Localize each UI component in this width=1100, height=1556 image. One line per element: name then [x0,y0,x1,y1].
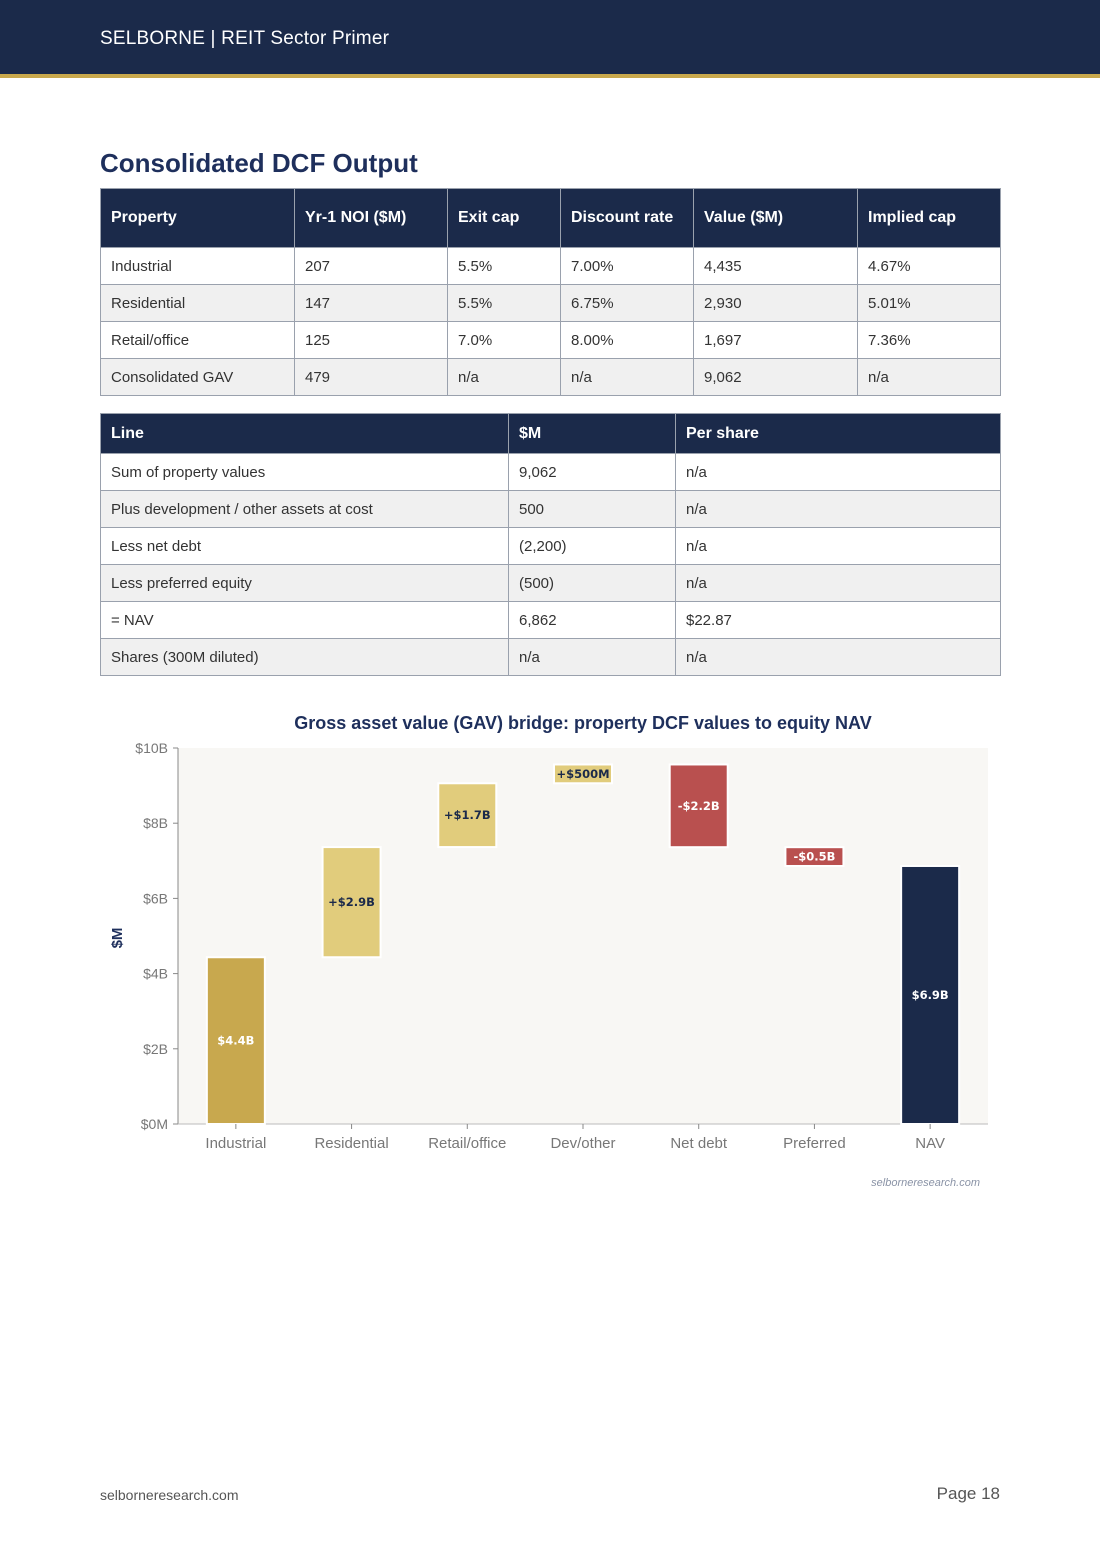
bar-value-label: +$500M [556,766,610,781]
table-cell: 4.67% [858,248,1001,285]
table-cell: 5.01% [858,285,1001,322]
column-header: Discount rate [561,189,694,248]
table-cell: = NAV [101,602,509,639]
table-row [101,359,1001,396]
table-cell: $22.87 [676,602,1001,639]
table-cell: n/a [676,565,1001,602]
y-tick-label: $8B [143,815,168,832]
table-cell: (2,200) [509,528,676,565]
table-row [101,248,1001,285]
bar-value-label: -$0.5B [793,849,836,864]
table-cell: n/a [561,359,694,396]
x-tick-label: NAV [915,1135,946,1152]
table-cell: Residential [101,285,295,322]
table-cell: 125 [295,322,448,359]
table-cell: (500) [509,565,676,602]
table-cell: n/a [676,491,1001,528]
header-accent-rule [0,74,1100,78]
table-row [101,322,1001,359]
table-cell: Industrial [101,248,295,285]
y-tick-label: $2B [143,1040,168,1057]
table-cell: 5.5% [448,285,561,322]
table-cell: Less preferred equity [101,565,509,602]
table-cell: 7.00% [561,248,694,285]
nav-build-table [100,413,1001,676]
y-tick-label: $4B [143,965,168,982]
table-row [101,602,1001,639]
table-cell: 4,435 [694,248,858,285]
table-header-row [101,189,1001,248]
bar-value-label: $4.4B [217,1033,255,1048]
column-header: Implied cap [858,189,1001,248]
table-row [101,491,1001,528]
gav-bridge-chart [100,704,1000,1194]
table-cell: 9,062 [694,359,858,396]
table-row [101,285,1001,322]
y-tick-label: $6B [143,890,168,907]
table-header-row [101,414,1001,454]
x-tick-label: Dev/other [550,1135,616,1152]
table-cell: n/a [858,359,1001,396]
table-cell: 479 [295,359,448,396]
y-axis-label: $M [109,927,126,949]
page-number: Page 18 [936,1484,1000,1503]
column-header: Yr-1 NOI ($M) [295,189,448,248]
x-tick-label: Preferred [783,1135,846,1152]
bar-value-label: +$2.9B [328,895,375,910]
column-header: Property [101,189,295,248]
x-tick-label: Industrial [205,1135,267,1152]
column-header: Exit cap [448,189,561,248]
table-cell: 500 [509,491,676,528]
table-cell: n/a [448,359,561,396]
table-cell: n/a [509,639,676,676]
y-tick-label: $0M [140,1116,168,1132]
chart-watermark: selborneresearch.com [871,1177,980,1189]
x-tick-label: Residential [314,1135,389,1152]
bar-value-label: $6.9B [911,987,949,1002]
table-cell: Shares (300M diluted) [101,639,509,676]
table-cell: 7.36% [858,322,1001,359]
x-tick-label: Retail/office [428,1135,507,1152]
table-cell: n/a [676,528,1001,565]
table-cell: 147 [295,285,448,322]
table-cell: 9,062 [509,454,676,491]
table-cell: 207 [295,248,448,285]
column-header: $M [509,414,676,454]
section-title: Consolidated DCF Output [100,148,418,178]
column-header: Line [101,414,509,454]
column-header: Value ($M) [694,189,858,248]
y-tick-label: $10B [135,740,168,756]
table-cell: n/a [676,454,1001,491]
table-cell: 6,862 [509,602,676,639]
table-cell: 5.5% [448,248,561,285]
report-title: SELBORNE | REIT Sector Primer [100,28,390,49]
bar-value-label: +$1.7B [443,808,491,823]
table-cell: 7.0% [448,322,561,359]
table-cell: Sum of property values [101,454,509,491]
table-cell: n/a [676,639,1001,676]
table-cell: Retail/office [101,322,295,359]
x-tick-label: Net debt [670,1135,728,1152]
table-row [101,528,1001,565]
dcf-output-table [100,188,1001,396]
footer-site: selborneresearch.com [100,1487,239,1503]
table-cell: 1,697 [694,322,858,359]
table-cell: 8.00% [561,322,694,359]
table-row [101,565,1001,602]
table-row [101,454,1001,491]
table-cell: Consolidated GAV [101,359,295,396]
column-header: Per share [676,414,1001,454]
table-cell: 2,930 [694,285,858,322]
table-row [101,639,1001,676]
chart-title: Gross asset value (GAV) bridge: property DCF values to equity NAV [294,713,872,733]
table-cell: Plus development / other assets at cost [101,491,509,528]
table-cell: 6.75% [561,285,694,322]
bar-value-label: -$2.2B [677,798,720,813]
table-cell: Less net debt [101,528,509,565]
plot-area [178,748,988,1124]
